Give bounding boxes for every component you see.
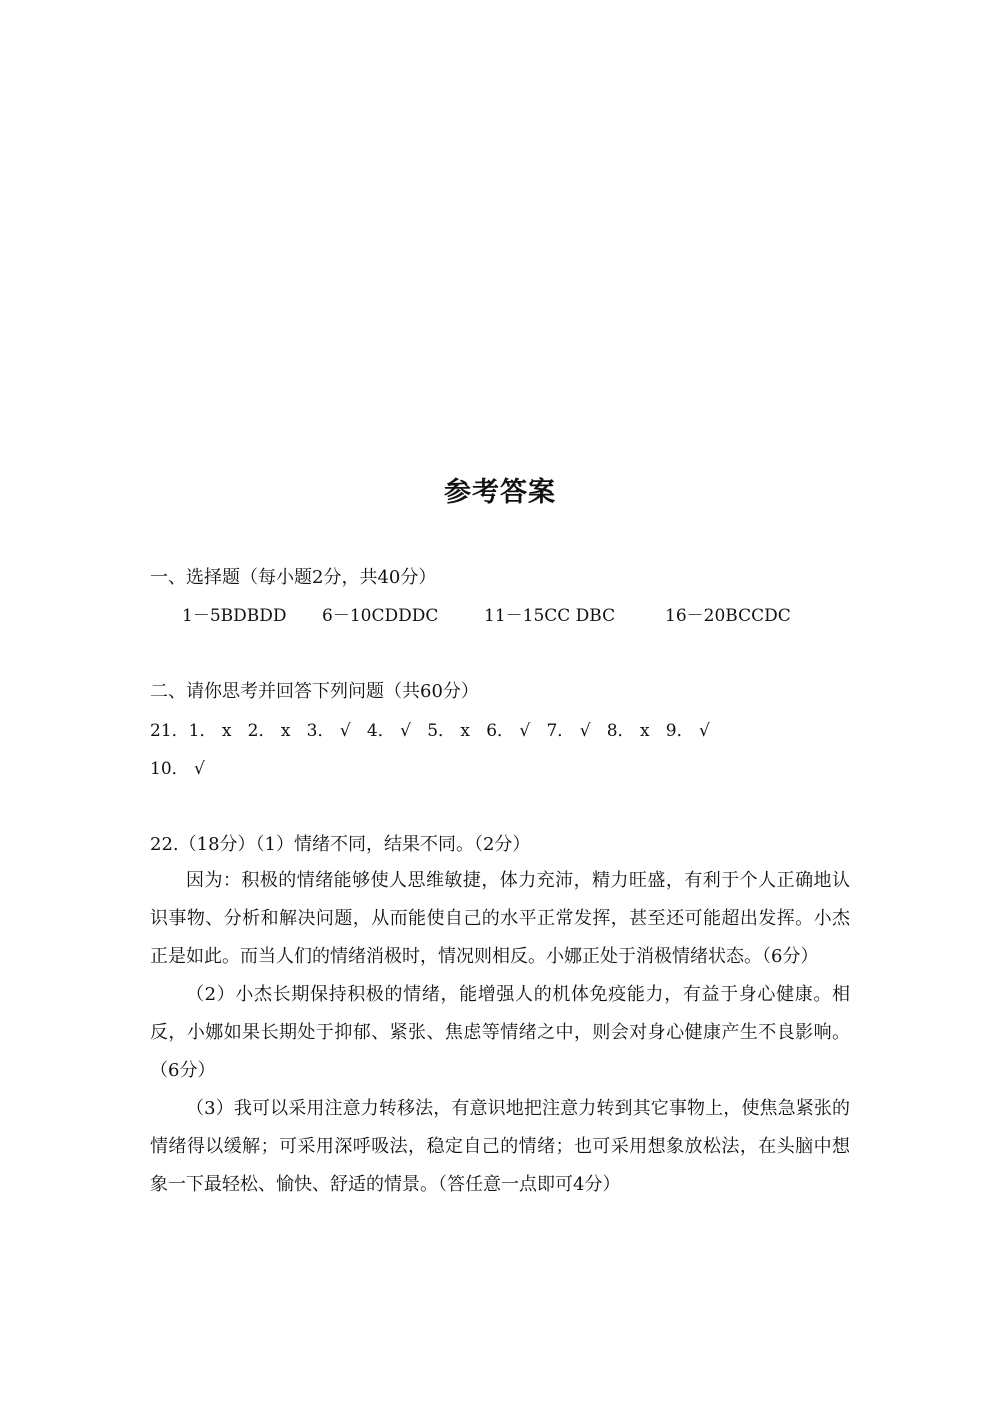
mcq-answer-6-10: 6－10CDDDC: [322, 606, 439, 626]
section2-heading: 二、请你思考并回答下列问题（共60分）: [150, 681, 479, 702]
q22-intro: 22.（18分）（1）情绪不同，结果不同。（2分）: [150, 834, 531, 855]
q21-answers-line2: 10． √: [150, 759, 205, 779]
q22-paragraph-1: 因为：积极的情绪能够使人思维敏捷，体力充沛，精力旺盛，有利于个人正确地认识事物、分析和解决问题，从而能使自己的水平正常发挥，甚至还可能超出发挥。小杰正是如此。而当人们的情绪消极时，情况则相反。小娜正处于消极情绪状态。（6分）: [150, 870, 850, 967]
q21-answers-line1: 21．1． x 2． x 3． √ 4． √ 5． x 6． √ 7． √ 8． x 9． √: [150, 721, 710, 741]
q22-answer-body: [150, 862, 850, 1204]
q22-paragraph-3: （3）我可以采用注意力转移法，有意识地把注意力转到其它事物上，使焦急紧张的情绪得以缓解；可采用深呼吸法，稳定自己的情绪；也可采用想象放松法，在头脑中想象一下最轻松、愉快、舒适的情景。（答任意一点即可4分）: [150, 1098, 850, 1195]
page-title: 参考答案: [444, 477, 556, 508]
q22-paragraph-2: （2）小杰长期保持积极的情绪，能增强人的机体免疫能力，有益于身心健康。相反，小娜如果长期处于抑郁、紧张、焦虑等情绪之中，则会对身心健康产生不良影响。（6分）: [150, 984, 850, 1081]
section1-heading: 一、选择题（每小题2分，共40分）: [150, 567, 437, 588]
mcq-answer-11-15: 11－15CC DBC: [484, 606, 616, 626]
mcq-answer-16-20: 16－20BCCDC: [665, 606, 791, 626]
mcq-answer-1-5: 1－5BDBDD: [182, 606, 287, 626]
